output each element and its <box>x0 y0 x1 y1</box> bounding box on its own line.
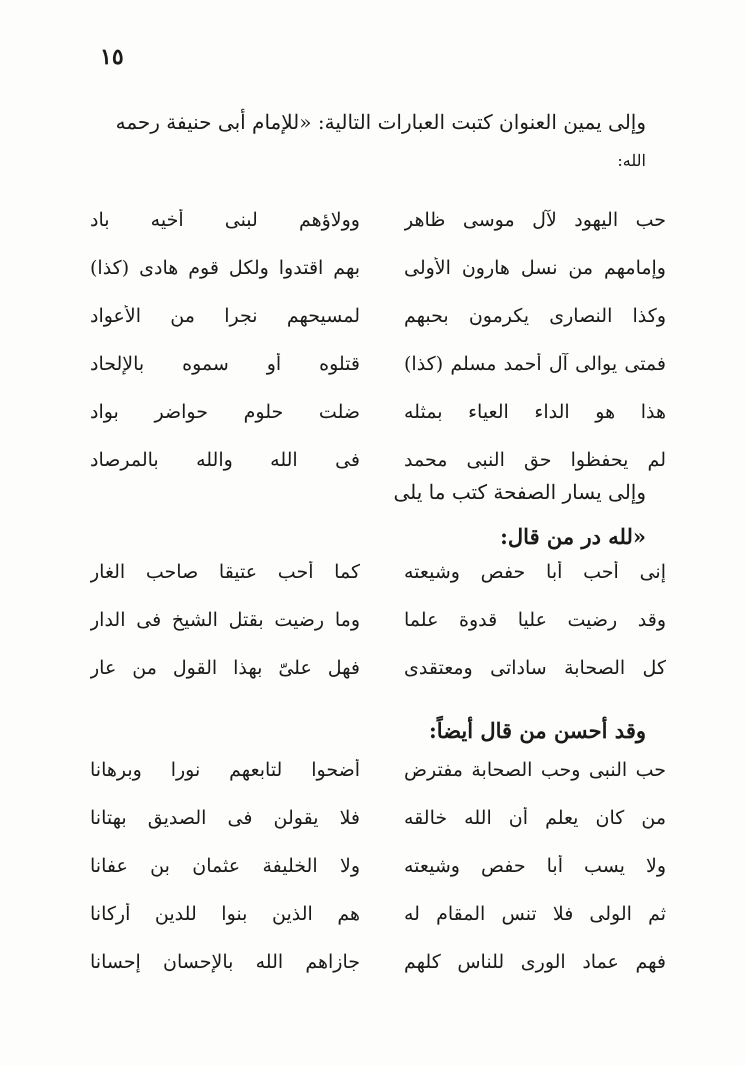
verse-second-half: ولا الخليفة عثمان بن عفانا <box>90 855 360 877</box>
poem-2 <box>90 548 666 692</box>
verse-first-half: من كان يعلم أن الله خالقه <box>404 807 666 829</box>
verse-row <box>90 890 666 938</box>
verse-row <box>90 596 666 644</box>
verse-first-half: فمتى يوالى آل أحمد مسلم (كذا) <box>404 353 666 375</box>
verse-first-half: حب النبى وحب الصحابة مفترض <box>404 759 666 781</box>
verse-second-half: فى الله والله بالمرصاد <box>90 449 360 471</box>
verse-first-half: فهم عماد الورى للناس كلهم <box>404 951 666 973</box>
verse-second-half: لمسيحهم نجرا من الأعواد <box>90 305 360 327</box>
verse-row <box>90 644 666 692</box>
verse-first-half: ثم الولى فلا تنس المقام له <box>404 903 666 925</box>
verse-second-half: أضحوا لتابعهم نورا وبرهانا <box>90 759 360 781</box>
verse-first-half: هذا هو الداء العياء بمثله <box>404 401 666 423</box>
verse-first-half: لم يحفظوا حق النبى محمد <box>404 449 666 471</box>
verse-second-half: جازاهم الله بالإحسان إحسانا <box>90 951 360 973</box>
verse-first-half: إنى أحب أبا حفص وشيعته <box>404 561 666 583</box>
verse-row <box>90 388 666 436</box>
verse-row <box>90 244 666 292</box>
verse-row <box>90 196 666 244</box>
verse-second-half: بهم اقتدوا ولكل قوم هادى (كذا) <box>90 257 360 279</box>
page-number: ١٥ <box>100 44 124 70</box>
verse-row <box>90 938 666 986</box>
verse-row <box>90 340 666 388</box>
verse-first-half: ولا يسب أبا حفص وشيعته <box>404 855 666 877</box>
section-3-heading: وقد أحسن من قال أيضاً: <box>429 718 646 743</box>
verse-second-half: فلا يقولن فى الصديق بهتانا <box>90 807 360 829</box>
verse-second-half: هم الذين بنوا للدين أركانا <box>90 903 360 925</box>
intro-paragraph <box>86 98 646 176</box>
verse-first-half: حب اليهود لآل موسى ظاهر <box>404 209 666 231</box>
intro-line-2: الله: <box>617 151 646 170</box>
verse-row <box>90 746 666 794</box>
verse-first-half: وإمامهم من نسل هارون الأولى <box>404 257 666 279</box>
poem-1 <box>90 196 666 484</box>
verse-row <box>90 794 666 842</box>
verse-first-half: كل الصحابة ساداتى ومعتقدى <box>404 657 666 679</box>
verse-second-half: كما أحب عتيقا صاحب الغار <box>90 561 360 583</box>
verse-second-half: قتلوه أو سموه بالإلحاد <box>90 353 360 375</box>
section-2-intro: وإلى يسار الصفحة كتب ما يلى <box>393 480 646 504</box>
verse-second-half: وما رضيت بقتل الشيخ فى الدار <box>90 609 360 631</box>
intro-line-1: وإلى يمين العنوان كتبت العبارات التالية: «للإمام أبى حنيفة رحمه <box>115 110 646 134</box>
verse-second-half: فهل علىّ بهذا القول من عار <box>90 657 360 679</box>
verse-second-half: ضلت حلوم حواضر بواد <box>90 401 360 423</box>
verse-second-half: وولاؤهم لبنى أخيه باد <box>90 209 360 231</box>
verse-first-half: وكذا النصارى يكرمون بحبهم <box>404 305 666 327</box>
poem-3 <box>90 746 666 986</box>
verse-first-half: وقد رضيت عليا قدوة علما <box>404 609 666 631</box>
verse-row <box>90 292 666 340</box>
verse-row <box>90 548 666 596</box>
verse-row <box>90 842 666 890</box>
section-2-heading: «لله در من قال: <box>500 524 646 549</box>
